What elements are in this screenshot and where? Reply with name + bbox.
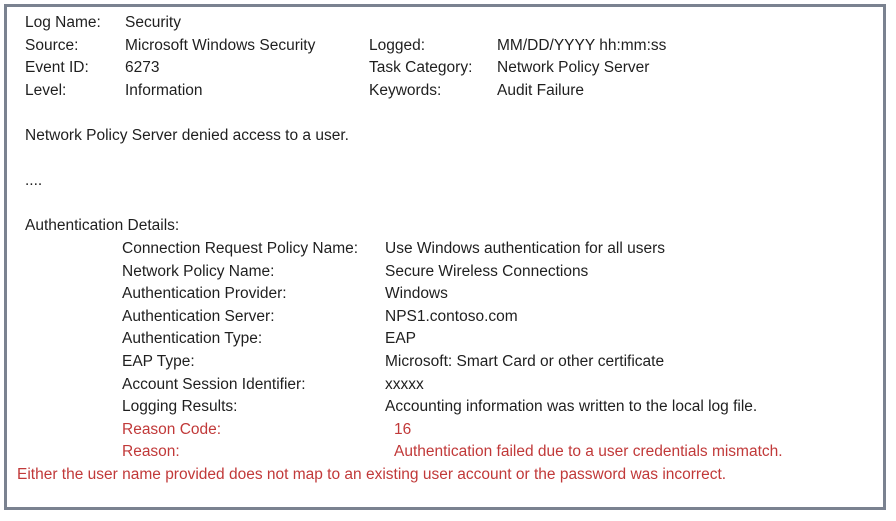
logging-results-value: Accounting information was written to the local log file. [385, 398, 758, 416]
authentication-provider-label: Authentication Provider: [122, 285, 287, 303]
source-value: Microsoft Windows Security [125, 36, 316, 54]
reason-value: Authentication failed due to a user credentials mismatch. [394, 443, 783, 461]
detail-row-authentication-provider [122, 283, 883, 306]
network-policy-name-label: Network Policy Name: [122, 262, 275, 280]
account-session-identifier-label: Account Session Identifier: [122, 375, 306, 393]
reason-code-label: Reason Code: [122, 420, 222, 438]
detail-row-account-session-identifier [122, 374, 883, 397]
connection-request-policy-name-label: Connection Request Policy Name: [122, 239, 359, 257]
event-record-content [7, 12, 883, 486]
eap-type-label: EAP Type: [122, 352, 195, 370]
header-row-event-id [25, 57, 883, 80]
authentication-server-label: Authentication Server: [122, 307, 275, 325]
connection-request-policy-name-value: Use Windows authentication for all users [385, 239, 665, 257]
level-value: Information [125, 81, 203, 99]
detail-row-reason [122, 441, 883, 464]
detail-row-connection-request-policy-name [122, 238, 883, 261]
account-session-identifier-value: xxxxx [385, 375, 424, 393]
keywords-value: Audit Failure [497, 81, 585, 99]
header-row-source [25, 35, 883, 58]
keywords-label: Keywords: [369, 81, 442, 99]
log-name-label: Log Name: [25, 14, 101, 31]
detail-row-network-policy-name [122, 261, 883, 284]
auth-details-title: Authentication Details: [25, 217, 180, 235]
level-label: Level: [25, 81, 67, 99]
header-row-log-name [25, 12, 883, 35]
event-description: Network Policy Server denied access to a user. [25, 126, 349, 144]
task-category-label: Task Category: [369, 59, 473, 77]
authentication-provider-value: Windows [385, 285, 448, 303]
task-category-value: Network Policy Server [497, 59, 650, 77]
detail-row-logging-results [122, 396, 883, 419]
logged-label: Logged: [369, 36, 426, 54]
credentials-mismatch-note: Either the user name provided does not map to an existing user account or the password was incorrect. [17, 465, 727, 483]
event-id-value: 6273 [125, 59, 160, 77]
log-name-value: Security [125, 14, 181, 31]
authentication-type-label: Authentication Type: [122, 330, 263, 348]
network-policy-name-value: Secure Wireless Connections [385, 262, 589, 280]
logged-value: MM/DD/YYYY hh:mm:ss [497, 36, 667, 54]
detail-row-eap-type [122, 351, 883, 374]
detail-row-authentication-type [122, 328, 883, 351]
header-row-level [25, 80, 883, 103]
authentication-type-value: EAP [385, 330, 417, 348]
event-id-label: Event ID: [25, 59, 89, 77]
panel-border-frame [4, 4, 886, 510]
authentication-server-value: NPS1.contoso.com [385, 307, 518, 325]
eap-type-value: Microsoft: Smart Card or other certificate [385, 352, 665, 370]
source-label: Source: [25, 36, 79, 54]
reason-code-value: 16 [394, 420, 412, 438]
detail-row-reason-code [122, 419, 883, 442]
reason-label: Reason: [122, 443, 180, 461]
ellipsis-text: .... [25, 172, 43, 190]
detail-row-authentication-server [122, 306, 883, 329]
logging-results-label: Logging Results: [122, 398, 238, 416]
